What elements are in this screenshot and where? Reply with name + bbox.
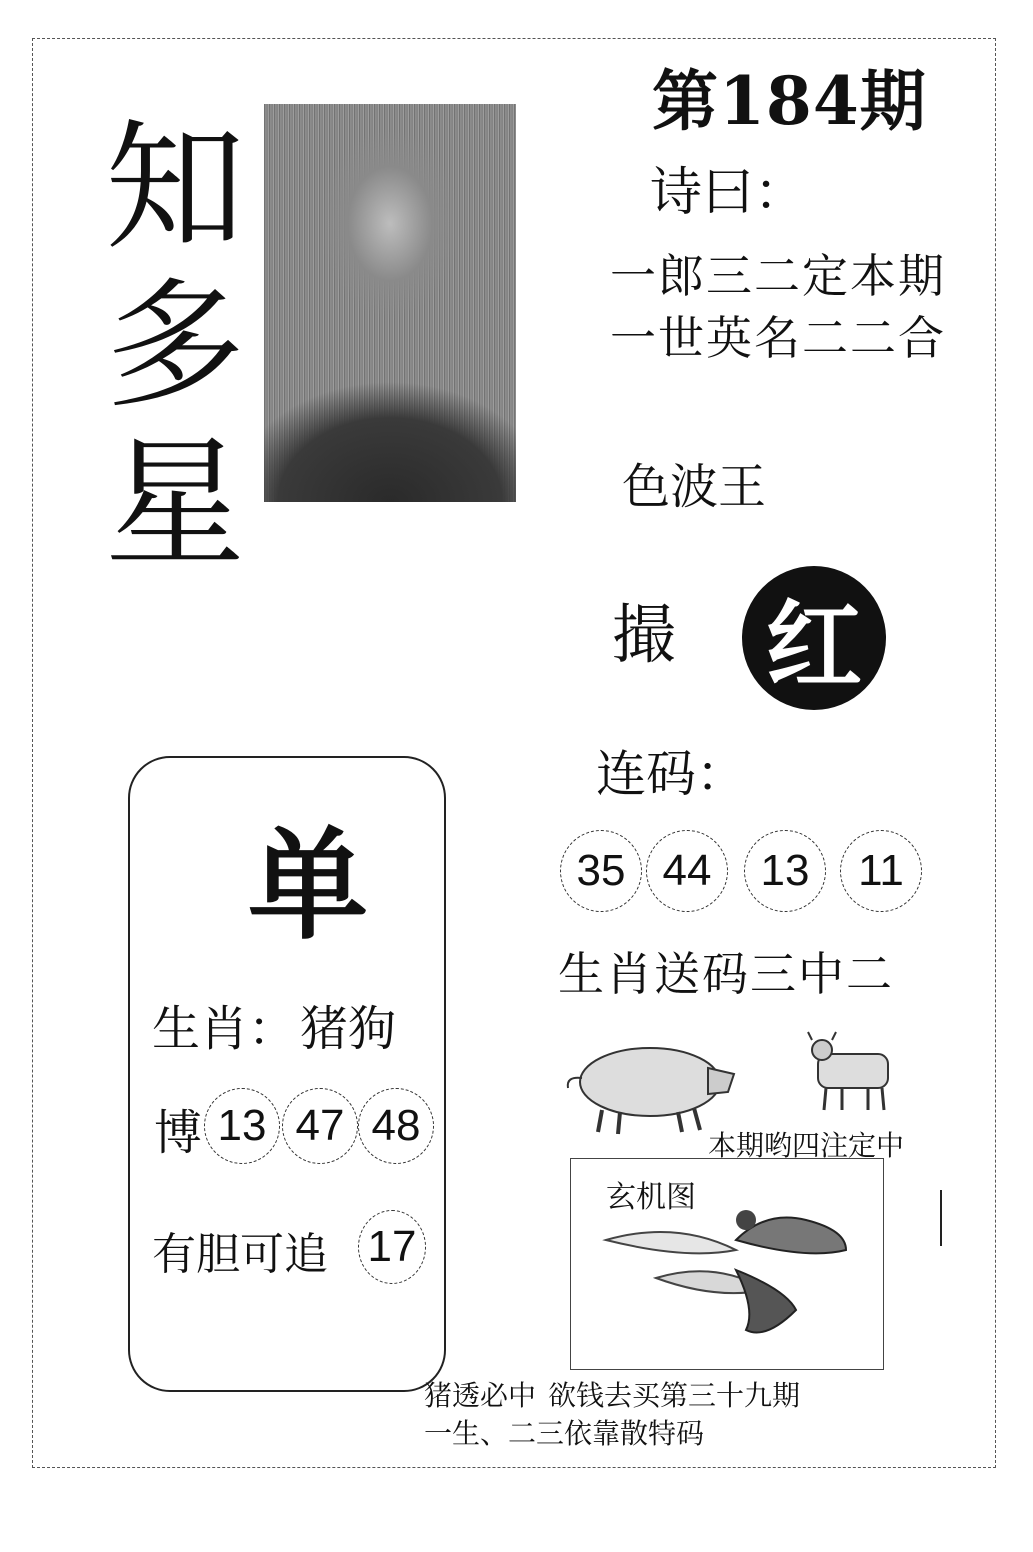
issue-number: 第184期	[652, 62, 927, 140]
note-four-text: 本期哟四注定中	[708, 1129, 905, 1162]
pick-color-text: 红	[766, 588, 862, 702]
number-ball: 11	[840, 830, 922, 912]
zodiac-value: 猪狗	[300, 1001, 397, 1057]
linked-numbers-label: 连码：	[596, 745, 746, 803]
zodiac-send-text: 生肖送码三中二	[558, 947, 894, 1001]
portrait-photo	[264, 104, 516, 502]
bo-number-ball: 13	[204, 1088, 280, 1164]
bo-label: 博	[154, 1105, 203, 1161]
vertical-title	[100, 107, 250, 586]
title-char: 星	[104, 423, 245, 586]
number-ball: 44	[646, 830, 728, 912]
ox-icon	[804, 1030, 896, 1114]
vegetable-illustration-icon	[596, 1200, 856, 1350]
chase-label: 有胆可追	[152, 1229, 328, 1280]
mystery-picture-label: 玄机图	[606, 1180, 696, 1215]
bo-number-ball: 47	[282, 1088, 358, 1164]
pick-label: 撮	[612, 599, 676, 673]
bo-number-ball: 48	[358, 1088, 434, 1164]
footer-line-2: 一生、二三依靠散特码	[424, 1417, 705, 1450]
divider-line	[940, 1190, 942, 1246]
number-ball: 13	[744, 830, 826, 912]
card-main-char: 单	[248, 815, 368, 956]
title-char: 知	[104, 107, 245, 270]
zodiac-label: 生肖：	[152, 1001, 297, 1057]
footer-line-1a: 猪透必中	[424, 1379, 537, 1412]
poem-label: 诗曰：	[650, 163, 807, 223]
poem-line: 一世英名二二合	[610, 311, 946, 365]
number-ball: 35	[560, 830, 642, 912]
color-wave-title: 色波王	[622, 459, 767, 515]
chase-number-ball: 17	[358, 1210, 426, 1284]
pig-icon	[558, 1032, 742, 1138]
footer-line-1	[424, 1374, 800, 1414]
title-char: 多	[104, 265, 245, 428]
footer-line-1b: 欲钱去买第三十九期	[548, 1379, 801, 1412]
pick-color-disc	[742, 566, 886, 710]
poem-line: 一郎三二定本期	[610, 249, 946, 303]
